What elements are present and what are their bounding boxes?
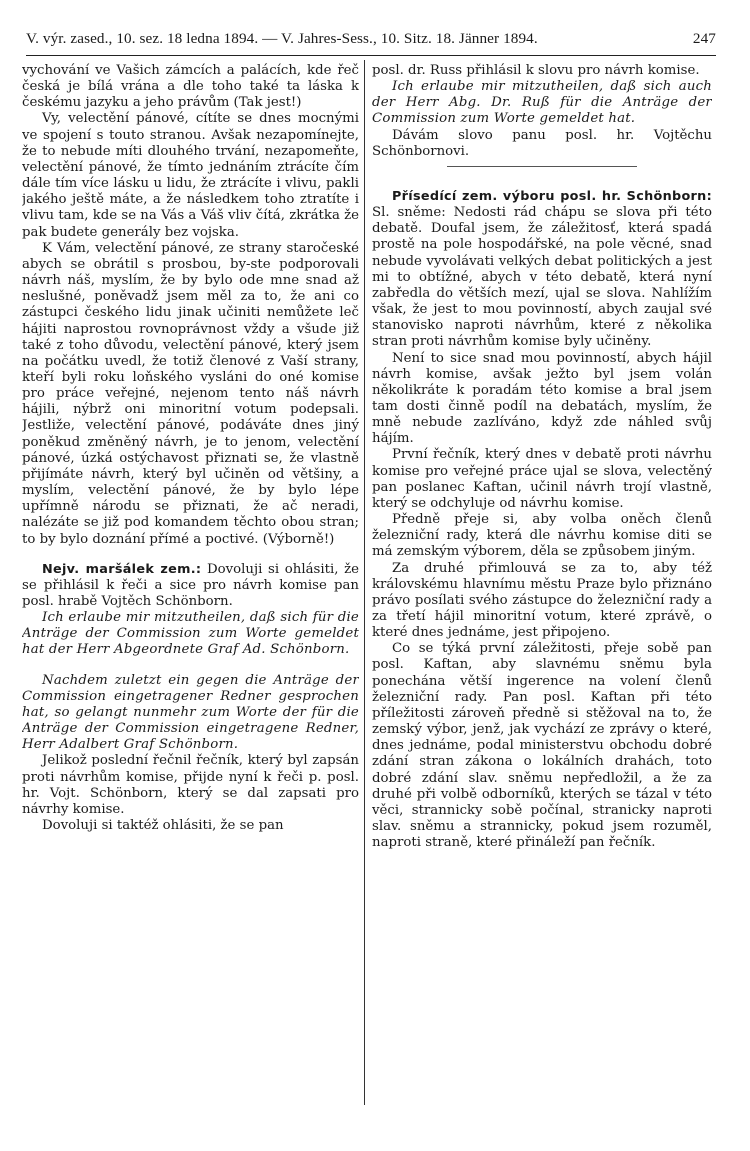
paragraph-german: Ich erlaube mir mitzutheilen, daß sich auch der Herr Abg. Dr. Ruß für die Anträge der Commission zum Worte gemeldet hat.	[372, 79, 712, 127]
paragraph: Není to sice snad mou povinností, abych hájil návrh komise, avšak ježto byl jsem volán několikráte k poradám této komise a bral jsem tam dosti činně podíl na debatách, myslím, že mně nebude zazlíváno, když zde náhled svůj hájím.	[372, 350, 712, 447]
speaker-name: Přísedící zem. výboru posl. hr. Schönborn:	[392, 188, 712, 204]
speech-text: Dovoluji si ohlásiti, že se přihlásil k řeči a sice pro návrh komise pan posl. hrabě Vojtěch Schönborn.	[22, 561, 359, 609]
speaker-name: Nejv. maršálek zem.:	[42, 561, 202, 577]
paragraph: Dovoluji si taktéž ohlásiti, že se pan	[42, 818, 284, 834]
paragraph: Vy, velectění pánové, cítíte se dnes mocnými ve spojení s touto stranou. Avšak nezapomínejte, že to nebude míti dlouhého trvání, nezapomeňte, velectění pánové, že tímto jednáním ztrácíte čím dále tím více lásku u lidu, že ztrácíte i vlivu, pakli jakého ještě máte, a že následkem toho ztratíte i vlivu tam, kde se na Vás a Váš vliv čítá, zkrátka že pak budete generály bez vojska.	[22, 111, 359, 240]
speaker-paragraph	[22, 562, 359, 610]
paragraph: Dávám slovo panu posl. hr. Vojtěchu Schönbornovi.	[372, 128, 712, 167]
left-column	[22, 63, 359, 1143]
speaker-paragraph	[372, 189, 712, 351]
paragraph: Jelikož poslední řečnil řečník, který byl zapsán proti návrhům komise, přijde nyní k řeči p. posl. hr. Vojt. Schönborn, který se dal zapsati pro návrhy komise.	[22, 753, 359, 817]
header-rule	[26, 55, 716, 56]
paragraph: K Vám, velectění pánové, ze strany staročeské abych se obrátil s prosbou, by-ste podporovali návrh náš, myslím, že by bylo ode mne snad až neslušné, poněvadž jsem měl za to, že ani co zástupci českého lidu jinak učiniti nemůžete leč hájiti naprostou rovnoprávnost vždy a všude již také z toho důvodu, velectění pánové, který jsem na počátku uvedl, že totiž členové z Vaší strany, kteří byli roku loňského vysláni do oné komise pro práce veřejné, nejenom tento náš návrh hájili, nýbrž oni minoritní votum podepsali. Jestliže, velectění pánové, podáváte dnes jiný poněkud změněný návrh, je to jenom, velectění pánové, úzká ostýchavost přiznati se, že vlastně přijímáte návrh, který byl učiněn od většiny, a myslím, velectění pánové, že by bylo lépe upřímně národu se přiznati, že ač neradi, nalézáte se již pod komandem těchto obou stran; to by bylo doznání přímé a poctivé. (Výborně!)	[22, 240, 359, 547]
running-title: V. výr. zased., 10. sez. 18 ledna 1894. — V. Jahres-Sess., 10. Sitz. 18. Jänner 1894.	[26, 30, 538, 47]
right-column	[372, 63, 712, 1143]
paragraph: posl. dr. Russ přihlásil k slovu pro návrh komise.	[372, 63, 700, 78]
paragraph: Co se týká první záležitosti, přeje sobě pan posl. Kaftan, aby slavnému sněmu byla ponechána větší ingerence na volení členů železniční rady. Pan posl. Kaftan při této příležitosti zároveň předně si stěžoval na to, že zemský výbor, jenž, jak vychází ze zprávy o které, dnes jednáme, podal ministerstvu obchodu dobré zdání stran zákona o lokálních drahách, toto dobré zdání slav. sněmu nepředložil, a že za druhé při volbě odborníků, kterých se tázal v této věci, strannicky sobě počínal, stranicky naproti slav. sněmu a strannicky, pokud jsem rozuměl, naproti straně, které přináleží pan řečník.	[372, 641, 712, 851]
paragraph: Za druhé přimlouvá se za to, aby též královskému hlavnímu městu Praze bylo přiznáno právo posílati svého zástupce do železniční rady a za třetí hájil minoritní votum, které zprávě, o které dnes jednáme, jest připojeno.	[372, 560, 712, 641]
paragraph: Předně přeje si, aby volba oněch členů železniční rady, která dle návrhu komise diti se má zemským výborem, děla se způsobem jiným.	[372, 512, 712, 560]
page-number: 247	[692, 30, 716, 47]
paragraph-german: Ich erlaube mir mitzutheilen, daß sich für die Anträge der Commission zum Worte gemeldet hat der Herr Abgeordnete Graf Ad. Schönborn.	[22, 610, 359, 658]
page-header	[26, 30, 716, 52]
paragraph: vychování ve Vašich zámcích a palácích, kde řeč česká je bílá vrána a dle toho také ta láska k českému jazyku a jeho právům (Tak jest!)	[22, 63, 359, 111]
paragraph: První řečník, který dnes v debatě proti návrhu komise pro veřejné práce ujal se slova, velectěný pan poslanec Kaftan, učinil návrh trojí vlastně, který se odchyluje od návrhu komise.	[372, 447, 712, 511]
speech-text: Sl. sněme: Nedosti rád chápu se slova při této debatě. Doufal jsem, že záležitosť, která spadá prostě na pole hospodářské, na pole věcné, snad nebude vyvolávati velkých debat politických a jest mi to obtížné, abych v této debatě, která nyní zabředla do větších mezí, ujal se slova. Nahlížím však, že jest to mou povinností, abych zaujal své stanovisko naproti návrhům, které z několika stran proti návrhům komise byly učiněny.	[372, 205, 712, 350]
paragraph-german: Nachdem zuletzt ein gegen die Anträge der Commission eingetragener Redner gesprochen hat, so gelangt nunmehr zum Worte der für die Anträge der Commission eingetragene Redner, Herr Adalbert Graf Schönborn.	[22, 672, 359, 753]
column-divider	[364, 60, 365, 1105]
